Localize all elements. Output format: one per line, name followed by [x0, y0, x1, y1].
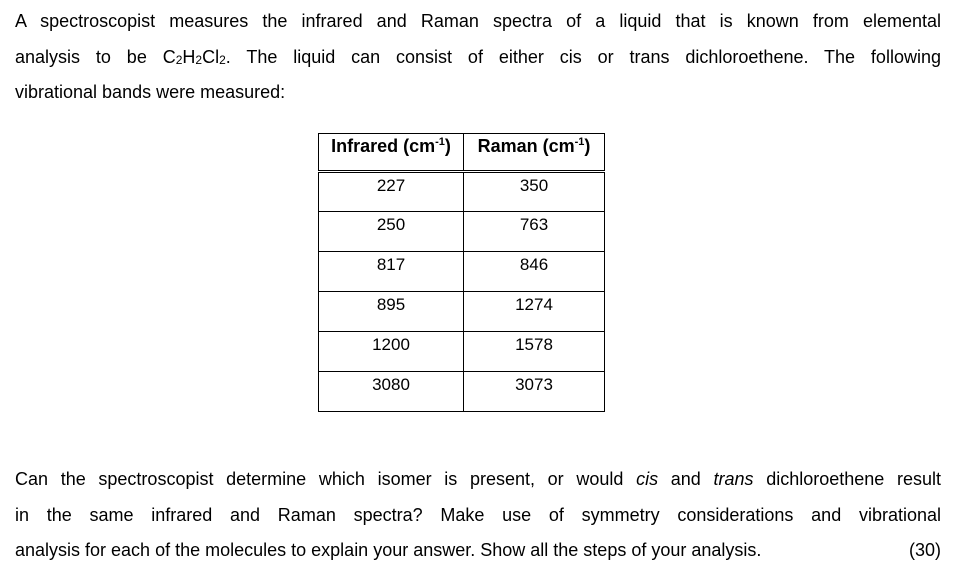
- intro-text: Cl: [202, 46, 220, 67]
- intro-text: . The liquid can consist of either cis or trans dichloroethene. The following: [225, 46, 941, 67]
- intro-text: H: [182, 46, 196, 67]
- table-row: [319, 332, 605, 372]
- table-row: [319, 172, 605, 212]
- raman-value: 1578: [464, 332, 605, 372]
- trans-term: trans: [713, 469, 754, 489]
- raman-value: 350: [464, 172, 605, 212]
- intro-paragraph: [15, 4, 941, 111]
- infrared-column-header: Infrared $(cm^{-1})$: [319, 134, 464, 172]
- question-text: analysis for each of the molecules to explain your answer. Show all the steps of your analysis.: [15, 540, 762, 560]
- raman-value: 763: [464, 212, 605, 252]
- infrared-value: 817: [319, 252, 464, 292]
- question-line-2: in the same infrared and Raman spectra? Make use of symmetry considerations and vibrational: [15, 504, 941, 525]
- infrared-value: 250: [319, 212, 464, 252]
- cis-term: cis: [636, 469, 659, 489]
- infrared-value: 895: [319, 292, 464, 332]
- intro-line-2: [15, 40, 941, 76]
- intro-line-1: A spectroscopist measures the infrared and Raman spectra of a liquid that is known from elemental: [15, 11, 941, 31]
- table-row: [319, 252, 605, 292]
- subscript: 2: [175, 52, 183, 67]
- intro-line-3: vibrational bands were measured:: [15, 82, 286, 102]
- table-header-row: [319, 134, 605, 172]
- raman-column-header: Raman $(cm^{-1})$: [464, 134, 605, 172]
- table-row: [319, 372, 605, 412]
- question-line-3: [15, 533, 941, 569]
- question-paragraph: [15, 462, 941, 569]
- infrared-value: 227: [319, 172, 464, 212]
- raman-value: 846: [464, 252, 605, 292]
- intro-text: analysis to be C: [15, 46, 176, 67]
- table-row: [319, 292, 605, 332]
- question-line-1: Can the spectroscopist determine which isomer is present, or would cis and trans dichloroethene result: [15, 469, 941, 489]
- raman-value: 1274: [464, 292, 605, 332]
- marks-label: (30): [908, 540, 941, 560]
- infrared-value: 3080: [319, 372, 464, 412]
- subscript: 2: [195, 52, 203, 67]
- infrared-value: 1200: [319, 332, 464, 372]
- table-row: [319, 212, 605, 252]
- vibrational-bands-table: [318, 133, 605, 412]
- subscript: 2: [219, 52, 226, 67]
- raman-value: 3073: [464, 372, 605, 412]
